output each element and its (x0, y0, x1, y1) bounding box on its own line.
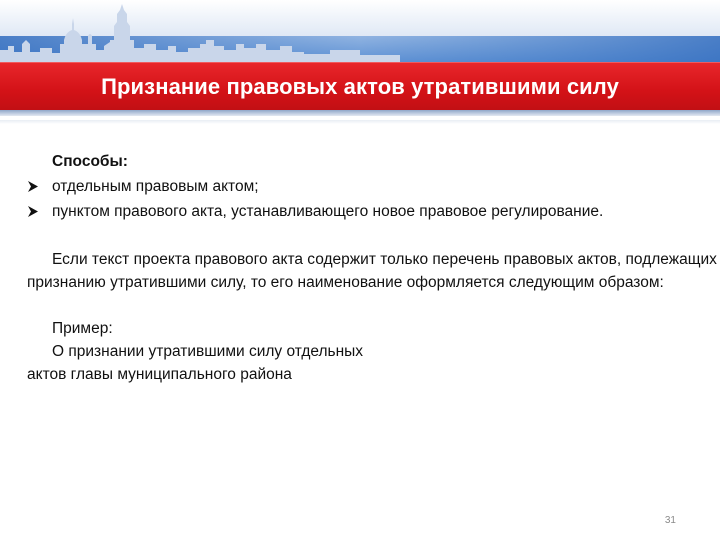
list-item (27, 200, 717, 223)
example-title-line-2: актов главы муниципального района (27, 366, 292, 383)
example-title-line-1: О признании утратившими силу отдельных (52, 343, 364, 360)
methods-list (27, 175, 717, 223)
arrow-bullet-icon (27, 180, 39, 193)
slide-content (27, 150, 717, 386)
skyline-graphic (0, 0, 720, 66)
slide-title: Признание правовых актов утратившими силу (101, 73, 619, 99)
city-skyline-banner (0, 0, 720, 66)
explanation-paragraph: Если текст проекта правового акта содержит только перечень правовых актов, подлежащих признанию утратившими силу, то его наименование оформляется следующим образом: (27, 251, 717, 291)
list-item (27, 175, 717, 198)
arrow-bullet-icon (27, 205, 39, 218)
title-bar (0, 62, 720, 110)
example-label: Пример: (52, 320, 113, 337)
list-item-text: отдельным правовым актом; (52, 178, 259, 195)
page-number: 31 (664, 515, 676, 526)
title-underline (0, 110, 720, 116)
list-item-text: пунктом правового акта, устанавливающего новое правовое регулирование. (52, 203, 604, 220)
spacer (27, 294, 717, 317)
spacer (27, 225, 717, 248)
title-underline-fade (0, 120, 720, 124)
methods-heading: Способы: (52, 153, 128, 170)
